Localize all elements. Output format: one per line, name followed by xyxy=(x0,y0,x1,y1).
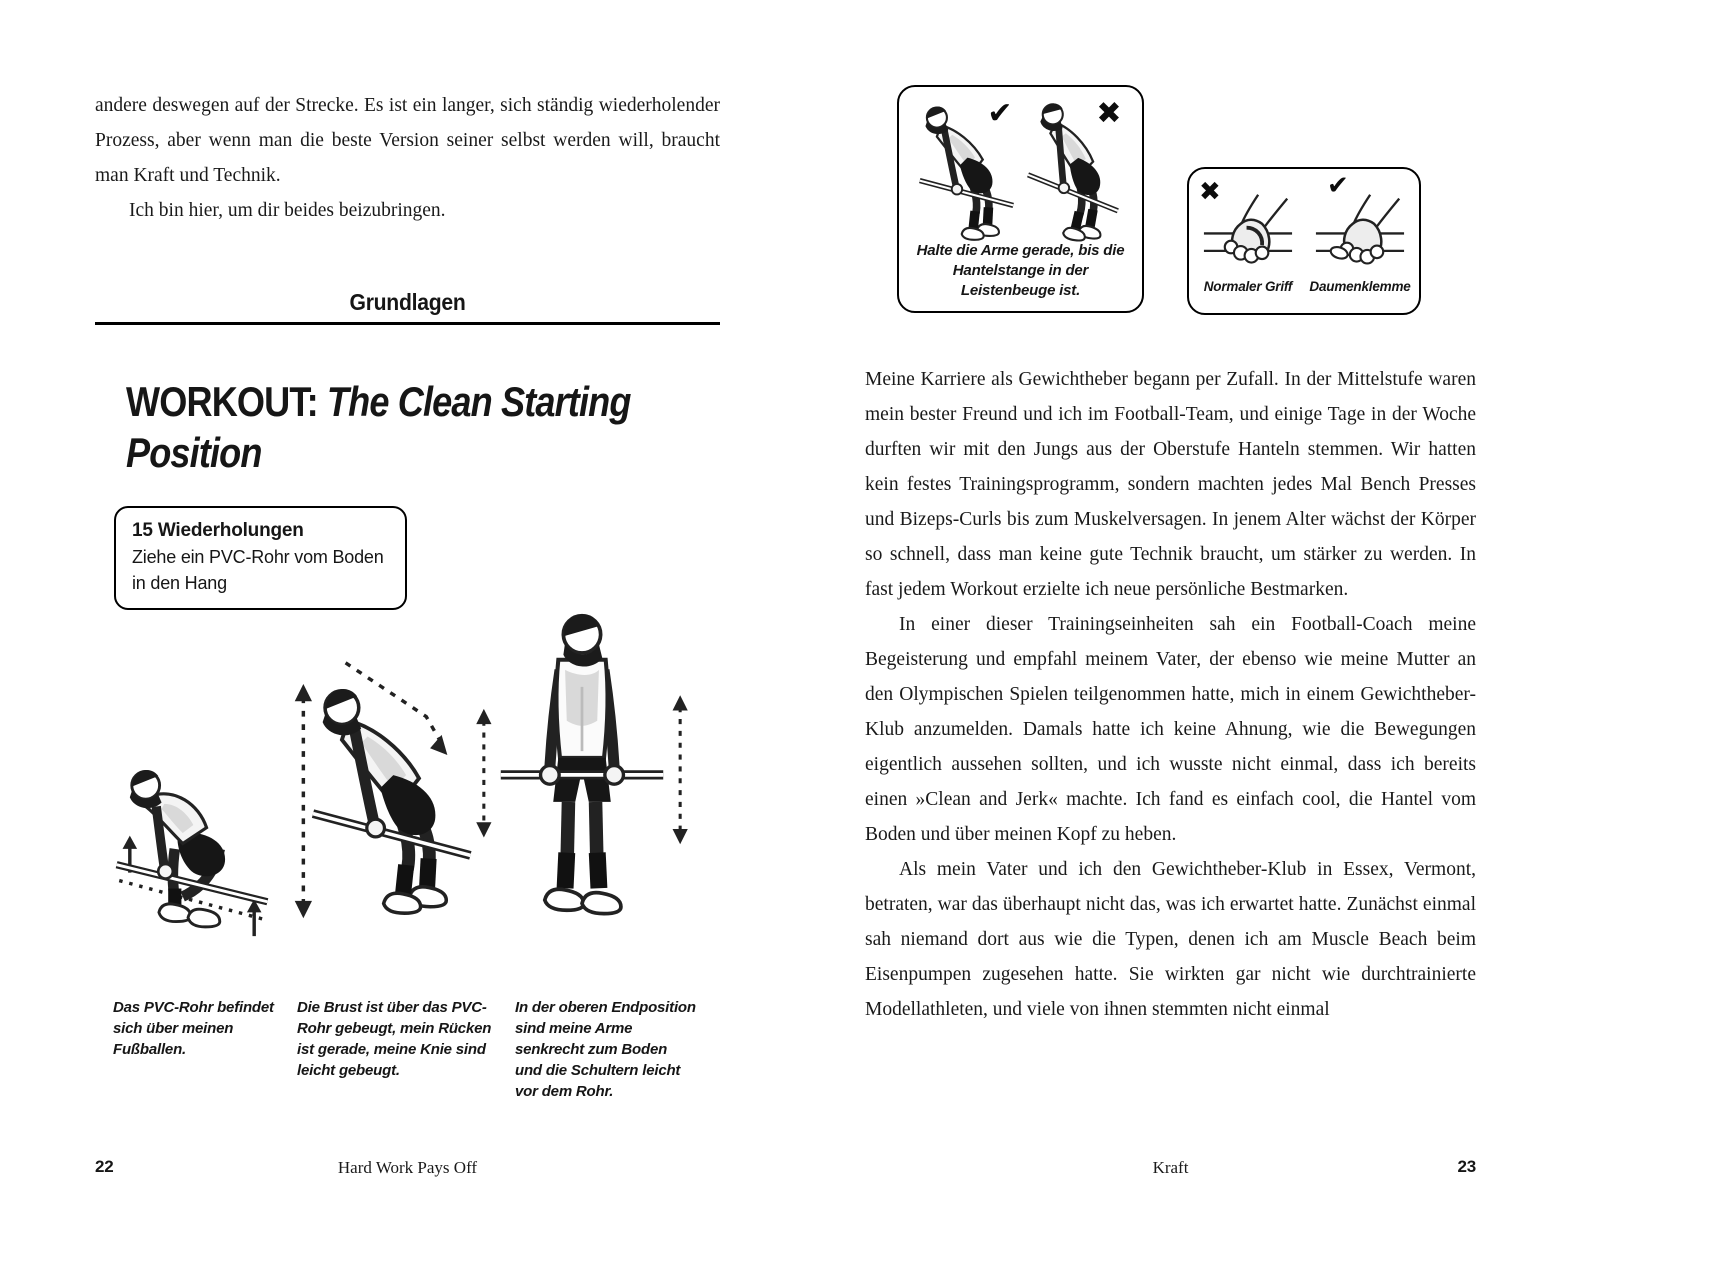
left-page-number: 22 xyxy=(95,1157,114,1176)
check-icon: ✔ xyxy=(987,96,1013,131)
paragraph: Als mein Vater und ich den Gewichtheber-Klub in Essex, Vermont, betraten, war das überhaupt nicht das, was ich erwartet hatte. Zunächst einmal sah niemand dort aus wie die Typen, denen ich am Muscle Beach beim Eisenpumpen zugesehen hatte. Sie wirkten gar nicht wie durchtrainierte Modellathleten, und viele von ihnen stemmten nicht einmal xyxy=(865,859,1476,1020)
hook-grip-figure xyxy=(1309,171,1411,305)
figure-stand-illustration xyxy=(472,561,692,987)
correct-form-figure xyxy=(914,97,1019,247)
hook-grip-illustration xyxy=(1314,189,1406,275)
paragraph: Ich bin hier, um dir beides beizubringen. xyxy=(129,200,446,221)
incorrect-form-figure xyxy=(1023,97,1128,247)
paragraph: Meine Karriere als Gewichtheber begann per Zufall. In der Mittelstufe waren mein bester Freund und ich im Football-Team, und einige Tage in der Woche durften wir mit den Jungs aus der Oberstufe Hanteln stemmen. Wir hatten kein festes Trainingsprogramm, sondern machten jedes Mal Bench Presses und Bizeps-Curls bis zum Muskelversagen. In jenem Alter wächst der Körper so schnell, dass man keine gute Technik braucht, um stärker zu werden. In fast jedem Workout erzielte ich neue persönliche Bestmarken. xyxy=(865,369,1476,600)
figure-caption-1: Das PVC-Rohr befindet sich über meinen Fußballen. xyxy=(113,999,274,1058)
paragraph: In einer dieser Trainingseinheiten sah ein Football-Coach meine Begeisterung und empfahl meinem Vater, der ebenso wie meine Mutter an den Olympischen Spielen teilgenommen hatte, mich in einem Gewichtheber-Klub anzumelden. Damals hatte ich keine Ahnung, wie die Bewegungen eigentlich aussehen sollten, und ich wusste nicht einmal, dass ich bereits einen »Clean and Jerk« machte. Ich fand es einfach cool, die Hantel vom Boden und über meinen Kopf zu heben. xyxy=(865,614,1476,845)
arm-position-illustrations xyxy=(909,97,1132,247)
figure-caption-2: Die Brust ist über das PVC-Rohr gebeugt, mein Rücken ist gerade, meine Knie sind leicht gebeugt. xyxy=(297,999,492,1079)
arm-position-figure-box xyxy=(897,85,1144,313)
left-running-title: Hard Work Pays Off xyxy=(337,1158,478,1177)
figure-hinge-illustration xyxy=(288,620,480,986)
grip-label-thumb: Daumenklemme xyxy=(1309,279,1411,294)
callout-title: 15 Wiederholungen xyxy=(132,520,304,541)
right-page-number: 23 xyxy=(1457,1157,1476,1176)
paragraph: andere deswegen auf der Strecke. Es ist ein langer, sich ständig wiederholender Prozess, aber wenn man die beste Version seiner selbst werden will, braucht man Kraft und Technik. xyxy=(95,95,720,186)
section-heading: Grundlagen xyxy=(349,289,466,315)
grip-figure-box xyxy=(1187,167,1421,315)
workout-callout-box xyxy=(114,506,407,610)
normal-grip-figure xyxy=(1197,177,1299,305)
grip-label-normal: Normaler Griff xyxy=(1203,279,1293,294)
workout-name: The Clean Starting Position xyxy=(126,378,631,476)
section-divider xyxy=(95,322,720,325)
right-running-title: Kraft xyxy=(1152,1158,1189,1177)
arm-box-caption: Halte die Arme gerade, bis die Hantelstange in der Leistenbeuge ist. xyxy=(916,242,1125,299)
callout-body: Ziehe ein PVC-Rohr vom Boden in den Hang xyxy=(132,547,384,593)
check-icon: ✔ xyxy=(1327,171,1349,201)
figure-caption-3: In der oberen Endposition sind meine Arme senkrecht zum Boden und die Schultern leicht vor dem Rohr. xyxy=(515,999,696,1100)
workout-title xyxy=(126,376,642,478)
figure-crouch-illustration xyxy=(106,668,278,986)
left-intro-text xyxy=(95,88,720,228)
grip-illustrations xyxy=(1197,171,1411,305)
workout-label: WORKOUT: xyxy=(126,378,318,425)
right-body-text xyxy=(865,362,1476,1027)
cross-icon: ✖ xyxy=(1199,177,1221,207)
cross-icon: ✖ xyxy=(1096,96,1122,131)
